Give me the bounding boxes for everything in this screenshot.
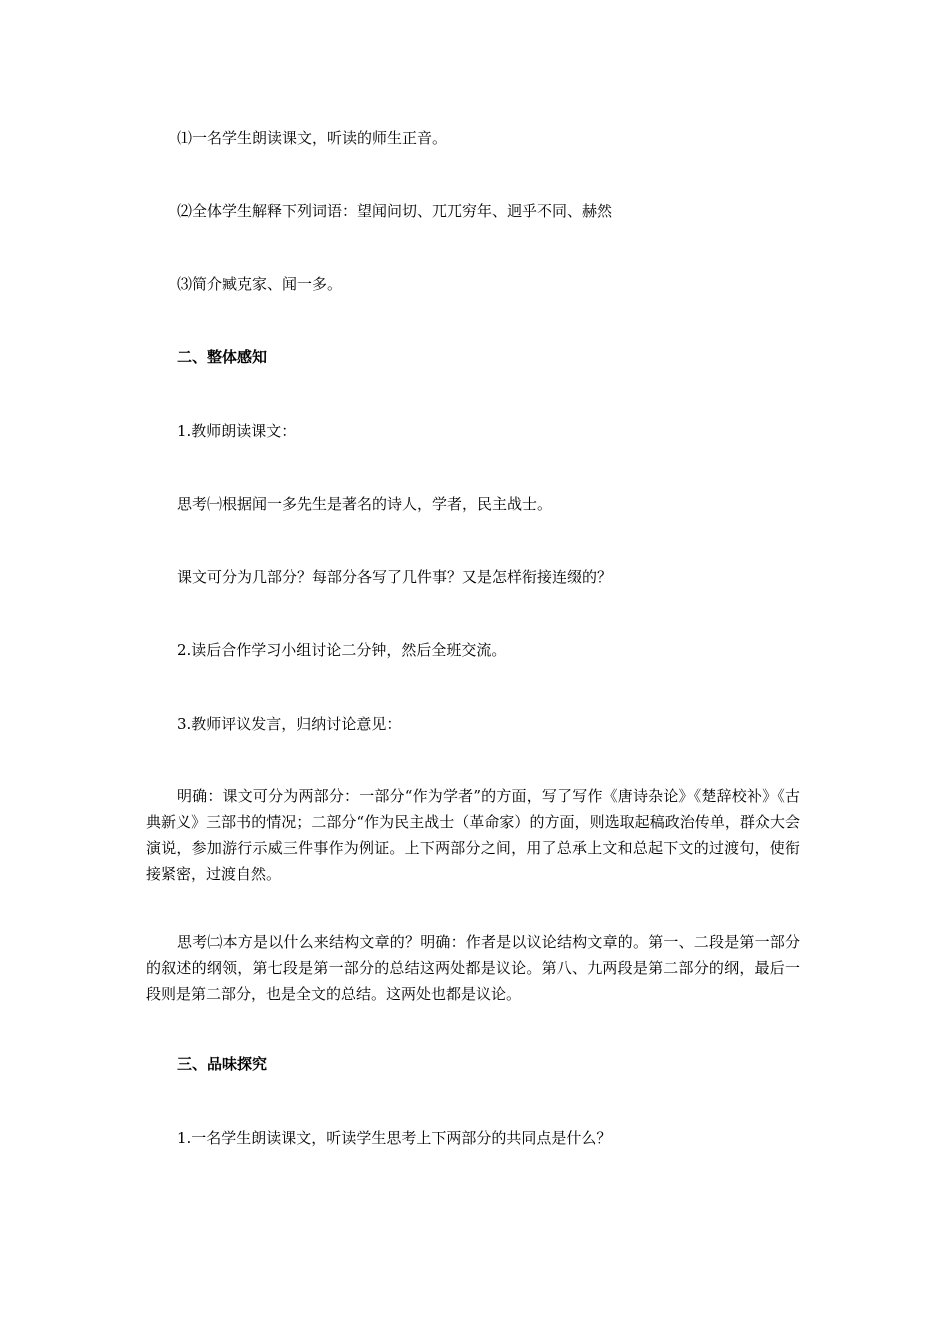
list-item-1: ⑴一名学生朗读课文，听读的师生正音。 (177, 129, 448, 147)
think-question-1: 思考㈠根据闻一多先生是著名的诗人，学者，民主战士。 (177, 495, 553, 513)
list-item-3: ⑶简介臧克家、闻一多。 (177, 275, 343, 293)
answer-paragraph: 明确：课文可分为两部分：一部分“作为学者”的方面，写了写作《唐诗杂论》《楚辞校补》《古典新义》三部书的情况；二部分“作为民主战士（革命家）的方面，则选取起稿政治传单，群众大会演说，参加游行示威三件事作为例证。上下两部分之间，用了总承上文和总起下文的过渡句，使衔接紧密，过渡自然。 (146, 787, 800, 883)
section2-item-3: 3.教师评议发言，归纳讨论意见： (177, 715, 402, 733)
section-heading-2: 二、整体感知 (177, 348, 268, 366)
section-heading-3: 三、品味探究 (177, 1055, 268, 1073)
section2-item-1: 1.教师朗读课文： (177, 422, 297, 440)
question-line: 课文可分为几部分？每部分各写了几件事？又是怎样衔接连缀的？ (177, 568, 613, 586)
section3-item-1: 1.一名学生朗读课文，听读学生思考上下两部分的共同点是什么？ (177, 1129, 612, 1147)
think-question-2-paragraph: 思考㈡本方是以什么来结构文章的？明确：作者是以议论结构文章的。第一、二段是第一部分的叙述的纲领，第七段是第一部分的总结这两处都是议论。第八、九两段是第二部分的纲，最后一段则是第二部分，也是全文的总结。这两处也都是议论。 (146, 933, 800, 1003)
list-item-2: ⑵全体学生解释下列词语：望闻问切、兀兀穷年、迥乎不同、赫然 (177, 202, 613, 220)
section2-item-2: 2.读后合作学习小组讨论二分钟，然后全班交流。 (177, 641, 507, 659)
